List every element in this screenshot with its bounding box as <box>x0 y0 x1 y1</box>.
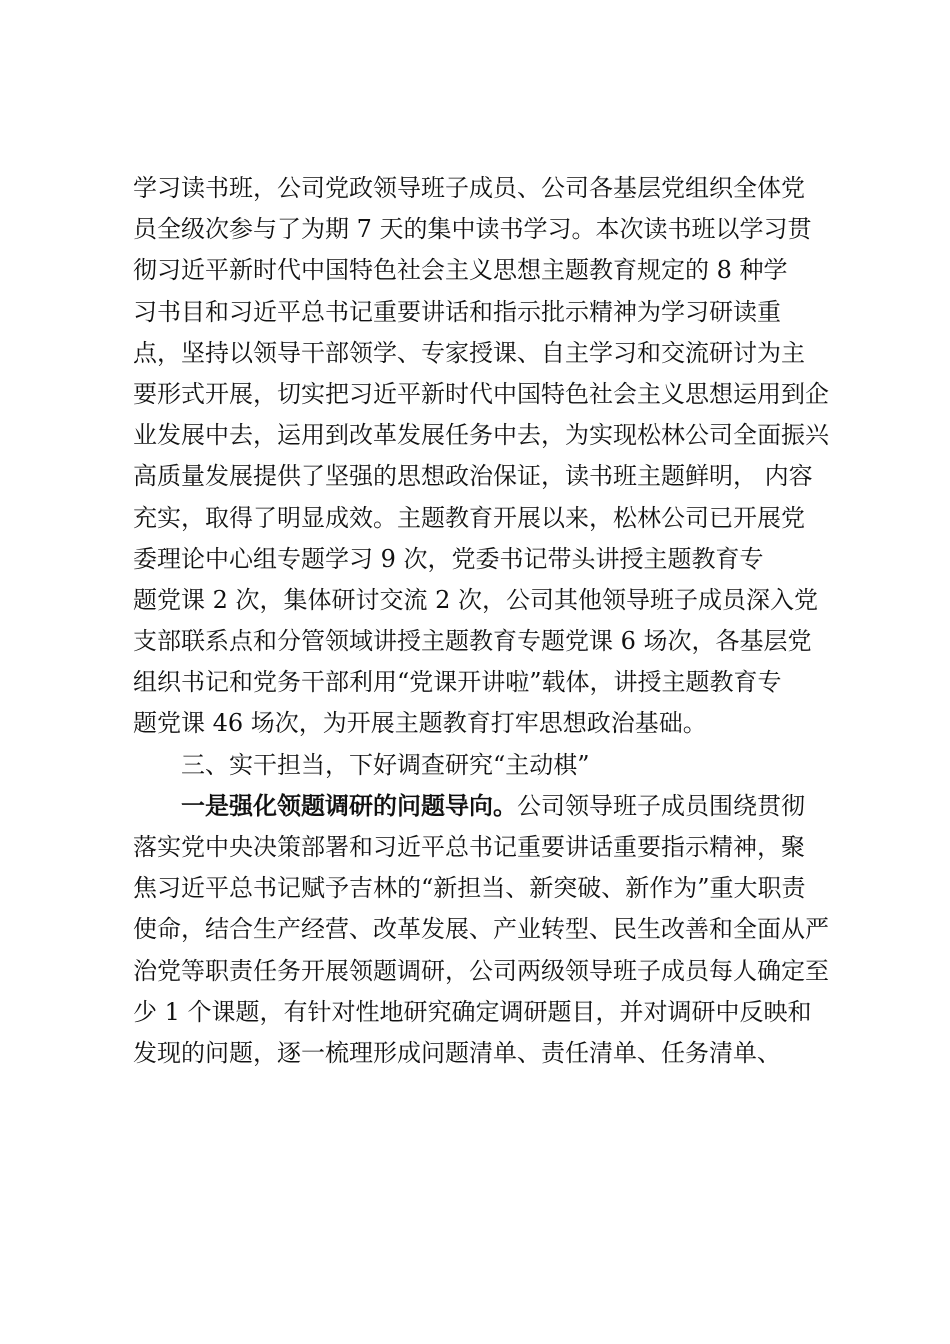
bold-lead: 一是强化领题调研的问题导向。 <box>181 791 517 820</box>
paragraph-lead-line <box>133 786 833 827</box>
text-line: 员全级次参与了为期 7 天的集中读书学习。本次读书班以学习贯 <box>133 215 812 244</box>
lead-line-rest: 公司领导班子成员围绕贯彻 <box>517 791 805 820</box>
text-line: 题党课 46 场次，为开展主题教育打牢思想政治基础。 <box>133 709 707 738</box>
text-line: 发现的问题，逐一梳理形成问题清单、责任清单、任务清单、 <box>133 1038 781 1067</box>
text-line: 治党等职责任务开展领题调研，公司两级领导班子成员每人确定至 <box>133 956 829 985</box>
text-line: 组织书记和党务干部利用“党课开讲啦”载体，讲授主题教育专 <box>133 668 782 697</box>
text-line: 使命，结合生产经营、改革发展、产业转型、民生改善和全面从严 <box>133 915 829 944</box>
text-line: 业发展中去，运用到改革发展任务中去，为实现松林公司全面振兴 <box>133 421 829 450</box>
body-text <box>133 168 833 1074</box>
text-line: 少 1 个课题，有针对性地研究确定调研题目，并对调研中反映和 <box>133 997 812 1026</box>
text-line: 点，坚持以领导干部领学、专家授课、自主学习和交流研讨为主 <box>133 338 805 367</box>
text-line: 委理论中心组专题学习 9 次，党委书记带头讲授主题教育专 <box>133 544 764 573</box>
text-line: 充实，取得了明显成效。主题教育开展以来，松林公司已开展党 <box>133 503 805 532</box>
section-heading: 三、实干担当，下好调查研究“主动棋” <box>181 750 590 779</box>
text-line: 习书目和习近平总书记重要讲话和指示批示精神为学习研读重 <box>133 297 781 326</box>
text-line: 支部联系点和分管领域讲授主题教育专题党课 6 场次，各基层党 <box>133 627 812 656</box>
text-line: 焦习近平总书记赋予吉林的“新担当、新突破、新作为”重大职责 <box>133 874 806 903</box>
text-line: 题党课 2 次，集体研讨交流 2 次，公司其他领导班子成员深入党 <box>133 585 819 614</box>
text-line: 学习读书班，公司党政领导班子成员、公司各基层党组织全体党 <box>133 174 805 202</box>
text-line: 要形式开展，切实把习近平新时代中国特色社会主义思想运用到企 <box>133 379 829 408</box>
text-line: 彻习近平新时代中国特色社会主义思想主题教育规定的 8 种学 <box>133 256 788 285</box>
text-line: 落实党中央决策部署和习近平总书记重要讲话重要指示精神，聚 <box>133 833 805 861</box>
text-line: 高质量发展提供了坚强的思想政治保证，读书班主题鲜明， 内容 <box>133 462 813 491</box>
